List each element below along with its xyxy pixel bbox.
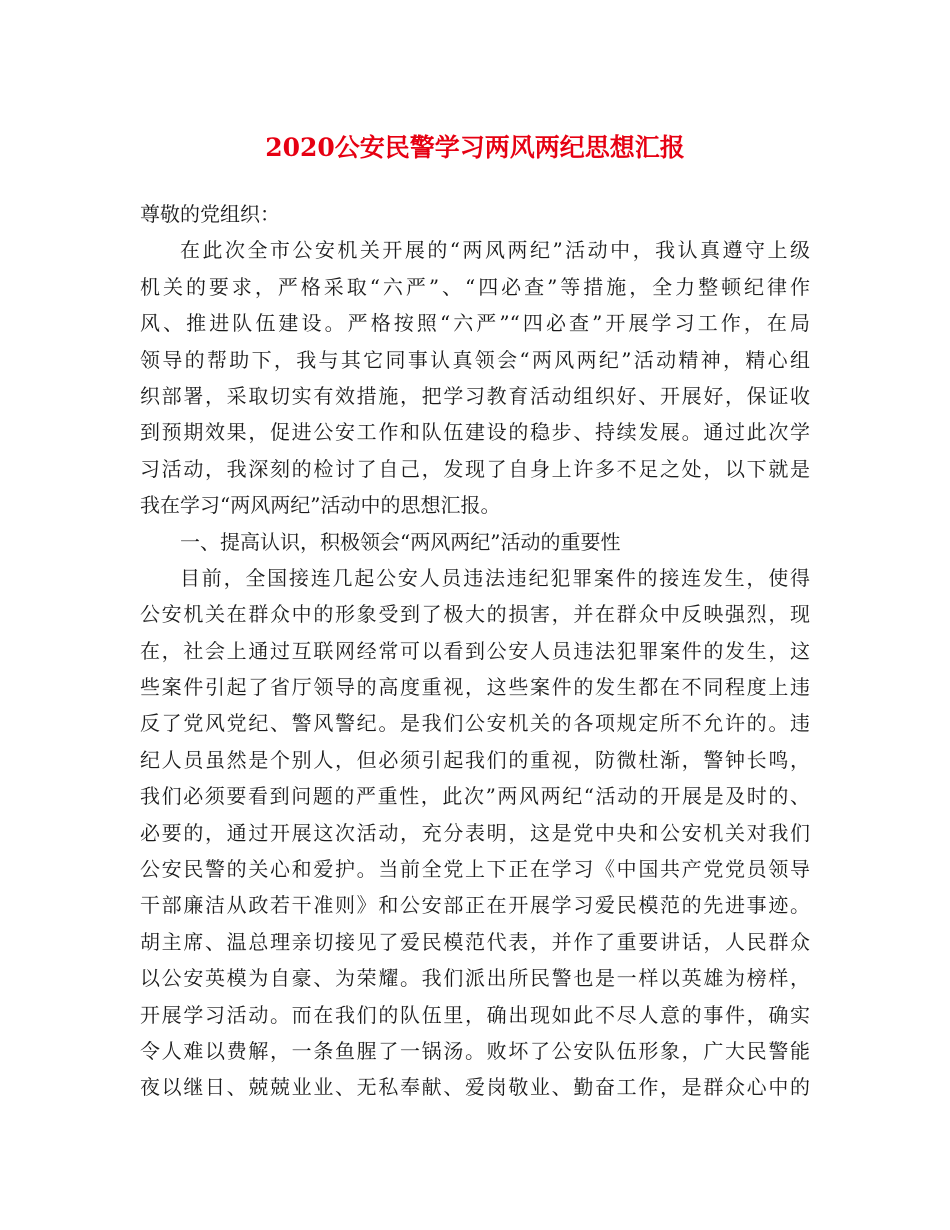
text-line: 机关的要求，严格采取“六严”、“四必查”等措施，全力整顿纪律作 (140, 274, 810, 299)
text-line: 尊敬的党组织： (140, 202, 280, 226)
text-line: 我们必须要看到问题的严重性，此次”两风两纪“活动的开展是及时的、 (140, 784, 810, 809)
text-line: 公安机关在群众中的形象受到了极大的损害，并在群众中反映强烈，现 (140, 602, 810, 627)
text-line: 胡主席、温总理亲切接见了爱民模范代表，并作了重要讲话，人民群众 (140, 929, 810, 954)
text-line: 在，社会上通过互联网经常可以看到公安人员违法犯罪案件的发生，这 (140, 638, 810, 663)
text-line: 目前，全国接连几起公安人员违法违纪犯罪案件的接连发生，使得 (180, 565, 810, 590)
text-line: 一、提高认识，积极领会“两风两纪”活动的重要性 (180, 529, 621, 554)
text-line: 在此次全市公安机关开展的“两风两纪”活动中，我认真遵守上级 (180, 238, 810, 263)
text-line: 纪人员虽然是个别人，但必须引起我们的重视，防微杜渐，警钟长鸣， (140, 747, 810, 772)
text-line: 习活动，我深刻的检讨了自己，发现了自身上许多不足之处，以下就是 (140, 456, 810, 481)
text-line: 开展学习活动。而在我们的队伍里，确出现如此不尽人意的事件，确实 (140, 1002, 810, 1027)
document-title: 2020公安民警学习两风两纪思想汇报 (265, 133, 685, 162)
text-line: 些案件引起了省厅领导的高度重视，这些案件的发生都在不同程度上违 (140, 675, 810, 700)
text-line: 必要的，通过开展这次活动，充分表明，这是党中央和公安机关对我们 (140, 820, 810, 845)
text-line: 以公安英模为自豪、为荣耀。我们派出所民警也是一样以英雄为榜样， (140, 966, 810, 991)
text-line: 我在学习“两风两纪”活动中的思想汇报。 (140, 493, 501, 518)
text-line: 令人难以费解，一条鱼腥了一锅汤。败坏了公安队伍形象，广大民警能 (140, 1038, 810, 1063)
text-line: 织部署，采取切实有效措施，把学习教育活动组织好、开展好，保证收 (140, 383, 810, 408)
text-line: 领导的帮助下，我与其它同事认真领会“两风两纪”活动精神，精心组 (140, 347, 810, 372)
text-line: 反了党风党纪、警风警纪。是我们公安机关的各项规定所不允许的。违 (140, 711, 810, 736)
text-line: 干部廉洁从政若干准则》和公安部正在开展学习爱民模范的先进事迹。 (140, 893, 810, 918)
text-line: 夜以继日、兢兢业业、无私奉献、爱岗敬业、勤奋工作，是群众心中的 (140, 1075, 810, 1100)
text-line: 公安民警的关心和爱护。当前全党上下正在学习《中国共产党党员领导 (140, 857, 810, 882)
document-body (140, 196, 810, 1106)
text-line: 到预期效果，促进公安工作和队伍建设的稳步、持续发展。通过此次学 (140, 420, 810, 445)
text-line: 风、推进队伍建设。严格按照“六严”“四必查”开展学习工作，在局 (140, 311, 810, 336)
